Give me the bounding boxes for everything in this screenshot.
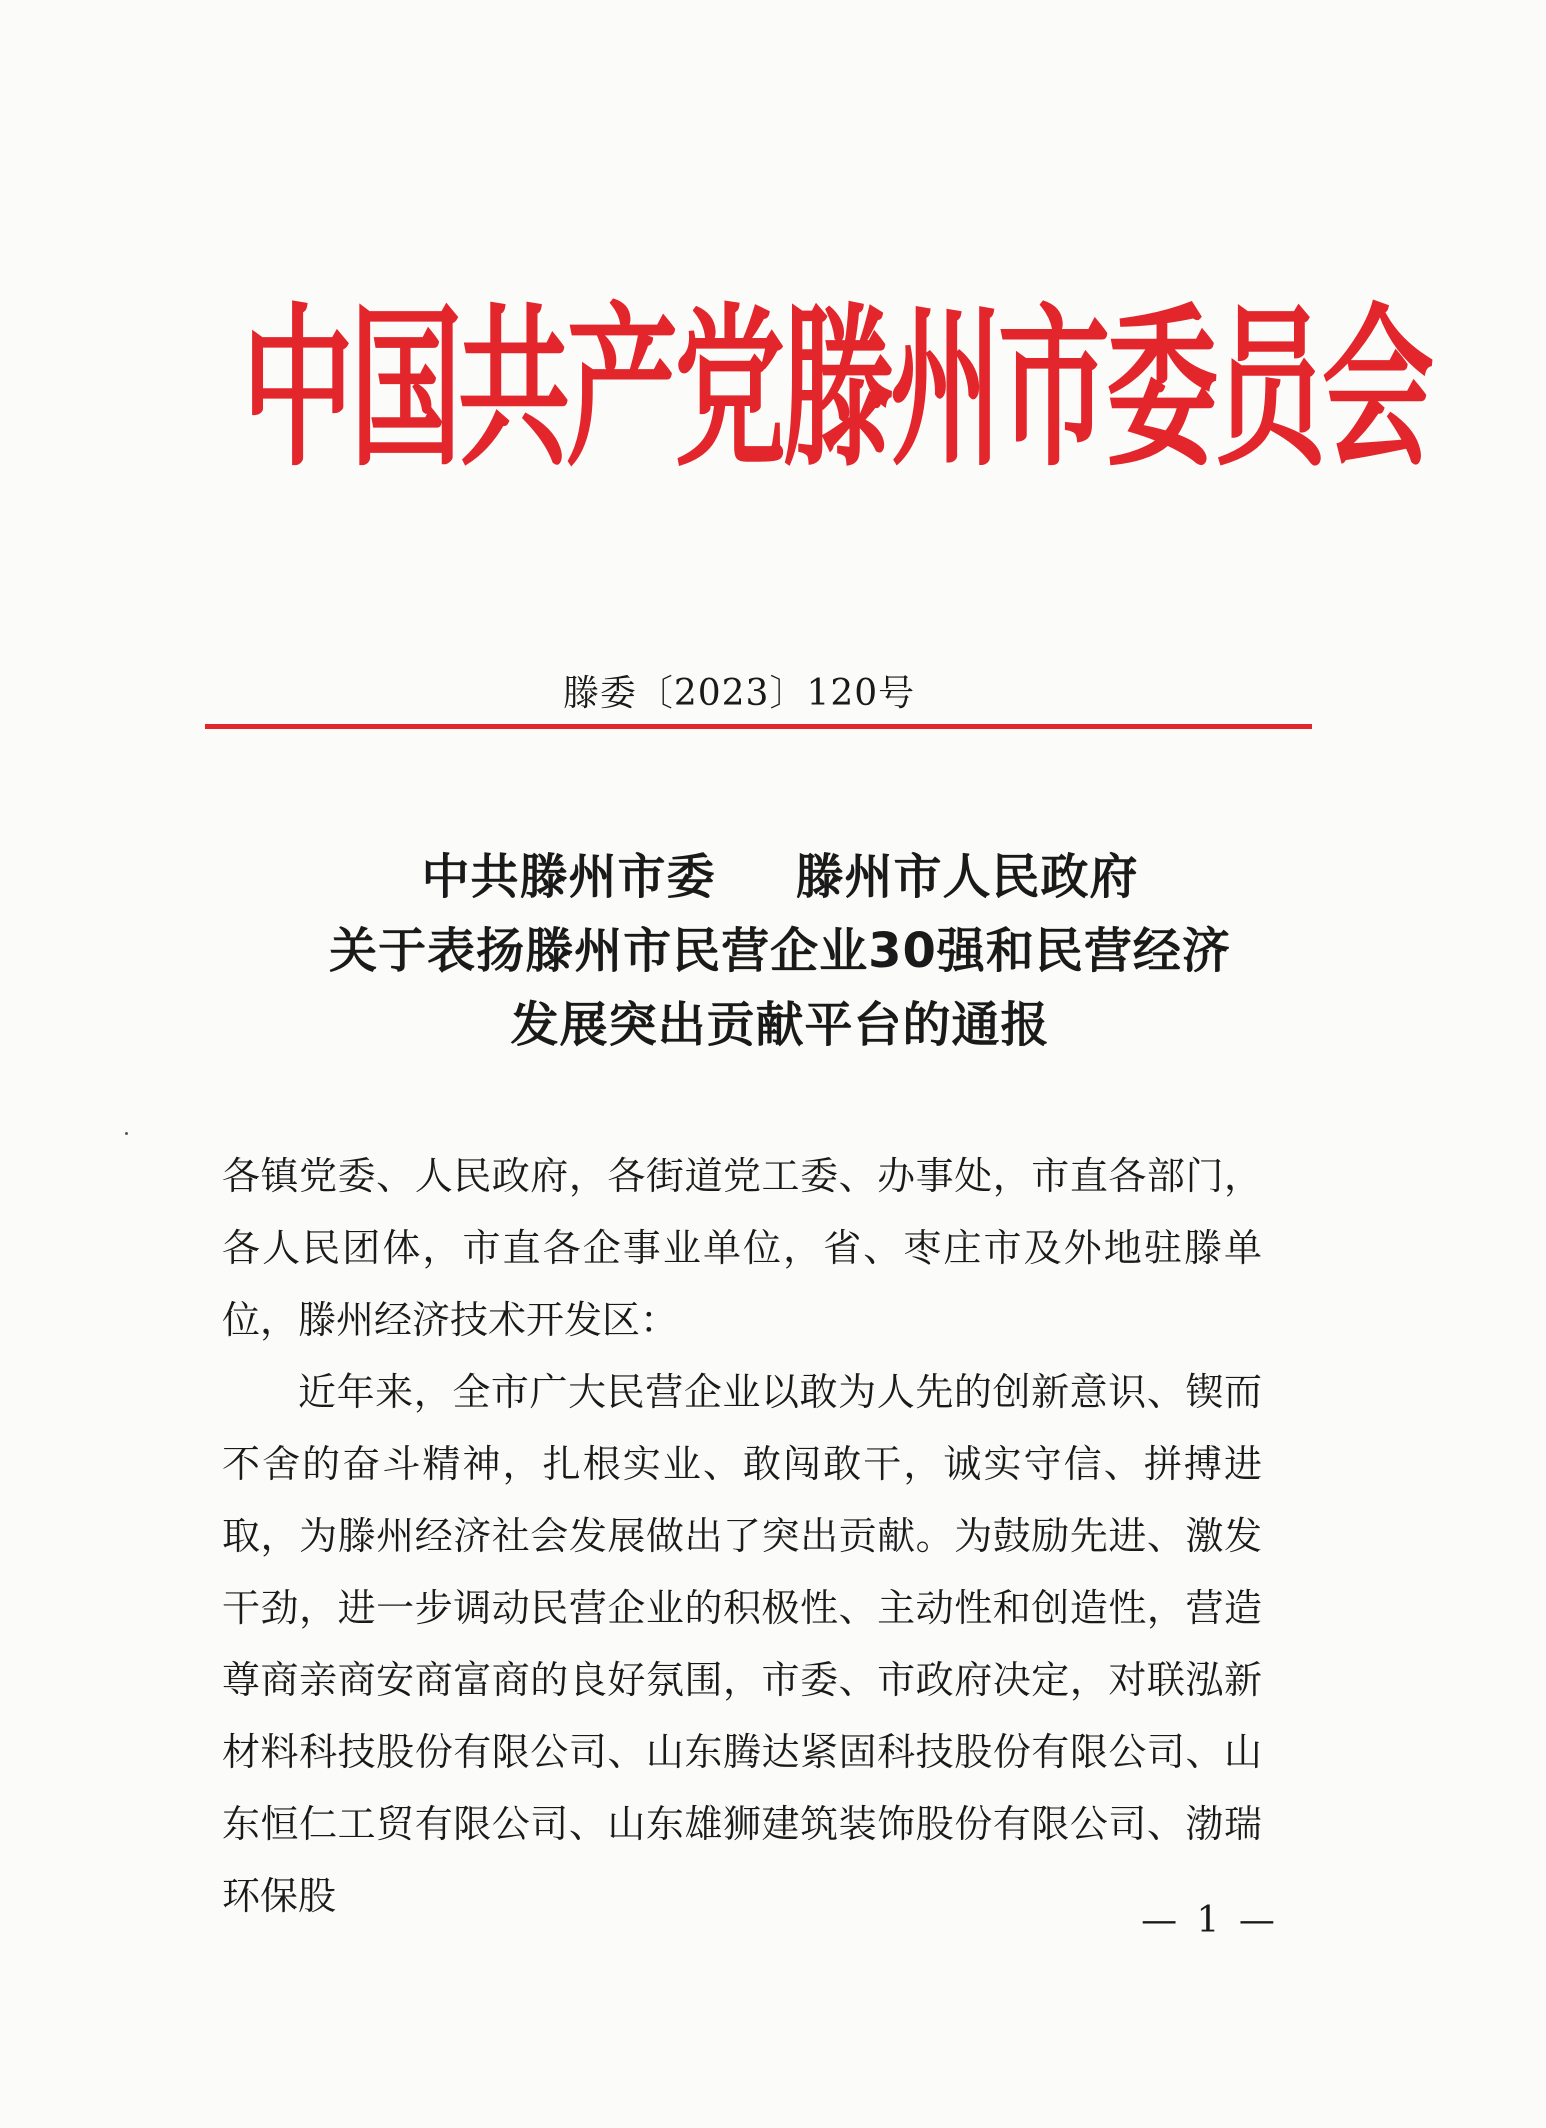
- title-issuer-party: 中共滕州市委: [421, 849, 716, 905]
- addressee-paragraph: 各镇党委、人民政府，各街道党工委、办事处，市直各部门，各人民团体，市直各企事业单位，省、枣庄市及外地驻滕单位，滕州经济技术开发区：: [222, 1154, 1262, 1342]
- title-issuer-government: 滕州市人民政府: [795, 849, 1139, 905]
- document-title: [180, 840, 1380, 1062]
- title-line-2: 关于表扬滕州市民营企业30强和民营经济: [329, 923, 1231, 979]
- scan-speck: [125, 1132, 128, 1135]
- document-body: [222, 1140, 1262, 1932]
- title-line-3: 发展突出贡献平台的通报: [510, 997, 1050, 1053]
- red-divider-line: [205, 724, 1312, 729]
- body-paragraph: 近年来，全市广大民营企业以敢为人先的创新意识、锲而不舍的奋斗精神，扎根实业、敢闯敢干，诚实守信、拼搏进取，为滕州经济社会发展做出了突出贡献。为鼓励先进、激发干劲，进一步调动民营企业的积极性、主动性和创造性，营造尊商亲商安商富商的良好氛围，市委、市政府决定，对联泓新材料科技股份有限公司、山东腾达紧固科技股份有限公司、山东恒仁工贸有限公司、山东雄狮建筑装饰股份有限公司、渤瑞环保股: [222, 1370, 1262, 1918]
- issuer-masthead: 中国共产党滕州市委员会: [242, 289, 1430, 491]
- page-number: — 1 —: [1141, 1900, 1279, 1941]
- document-number: 滕委〔2023〕120号: [562, 673, 916, 714]
- title-line-1: [180, 840, 1380, 914]
